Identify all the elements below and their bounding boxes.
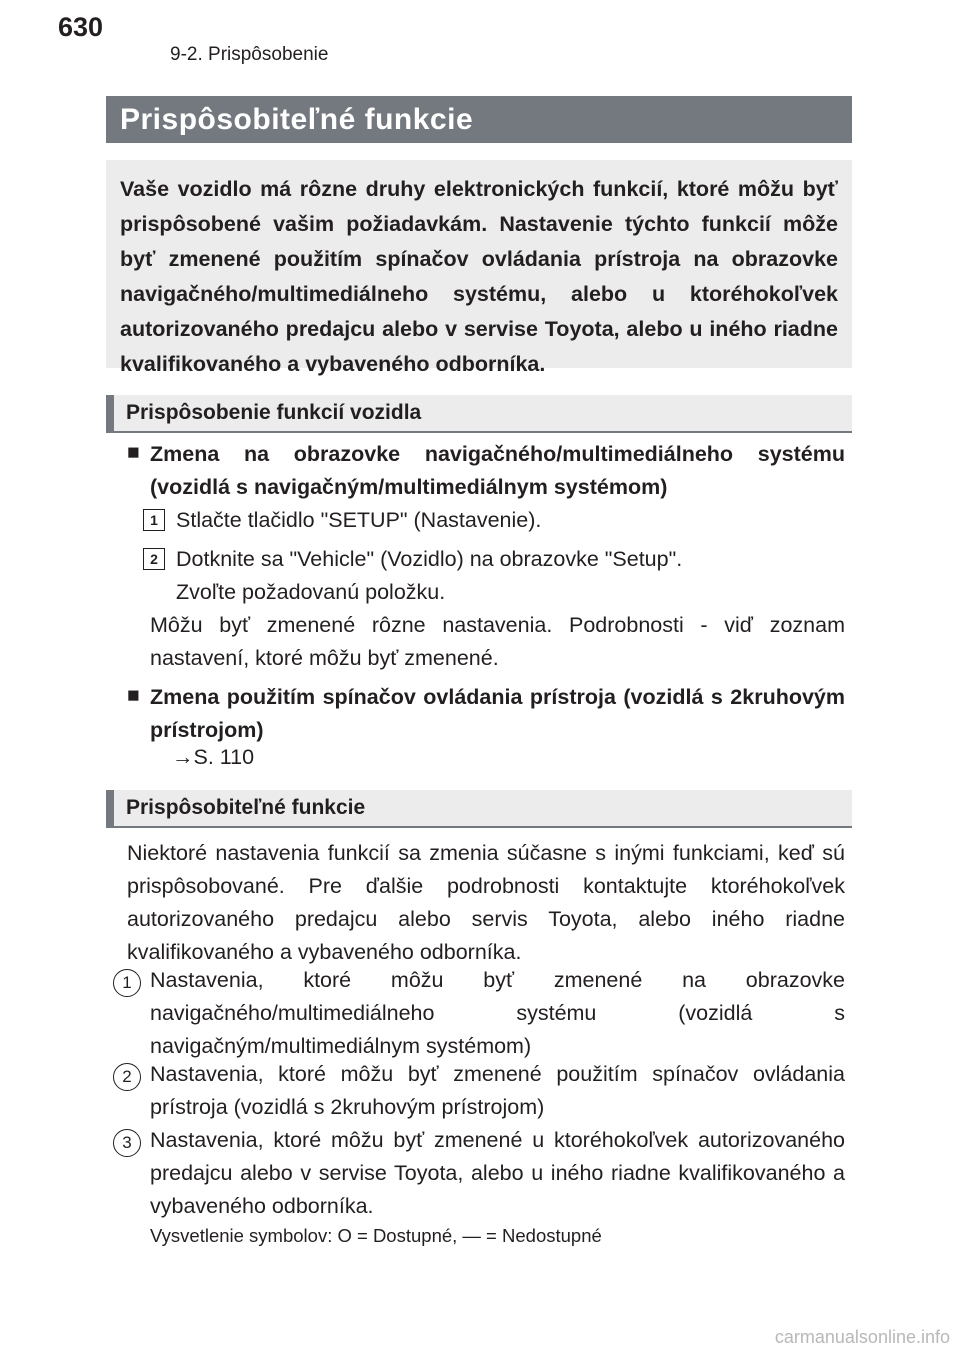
step-number-1: 1 (143, 509, 165, 531)
watermark: carmanualsonline.info (774, 1327, 950, 1347)
circle-number-3: 3 (113, 1129, 141, 1157)
page-reference-link[interactable]: →S. 110 (172, 745, 255, 769)
page-title: Prispôsobiteľné funkcie (106, 96, 852, 143)
symbol-legend: Vysvetlenie symbolov: O = Dostupné, — = Nedostupné (150, 1225, 602, 1246)
page-number: 630 (58, 12, 104, 42)
step-2-text-continued: Zvoľte požadovanú položku. (176, 580, 446, 604)
circle-number-2: 2 (113, 1063, 141, 1091)
section-reference: 9-2. Prispôsobenie (170, 44, 329, 65)
customization-paragraph: Niektoré nastavenia funkcií sa zmenia súčasne s inými funkciami, keď sú prispôsobované. Pre ďalšie podrobnosti kontaktujte ktoréhokoľvek autorizovaného predajcu alebo servis Toyota, alebo iného riadne kvalifikovaného a vybaveného odborníka. (127, 841, 845, 964)
step-1-text: Stlačte tlačidlo "SETUP" (Nastavenie). (176, 508, 542, 532)
legend-item-1: Nastavenia, ktoré môžu byť zmenené na obrazovke navigačného/multimediálneho systému (vozidlá s navigačným/multimediálnym systémom) (150, 968, 845, 1058)
settings-note: Môžu byť zmenené rôzne nastavenia. Podrobnosti - viď zoznam nastavení, ktoré môžu byť zmenené. (150, 613, 845, 670)
step-number-2: 2 (143, 548, 165, 570)
intro-box: Vaše vozidlo má rôzne druhy elektronických funkcií, ktoré môžu byť prispôsobené vašim požiadavkám. Nastavenie týchto funkcií môže byť zmenené použitím spínačov ovládania prístroja na obrazovke navigačného/multimediálneho systému, alebo u ktoréhokoľvek autorizovaného predajcu alebo v servise Toyota, alebo u iného riadne kvalifikovaného a vybaveného odborníka. (106, 160, 852, 368)
item-heading-meter-switches: Zmena použitím spínačov ovládania prístroja (vozidlá s 2kruhovým prístrojom) (150, 685, 845, 742)
bullet-square-icon: ■ (127, 684, 140, 707)
step-2-text: Dotknite sa "Vehicle" (Vozidlo) na obrazovke "Setup". (176, 547, 683, 571)
section-heading-vehicle-customization: Prispôsobenie funkcií vozidla (106, 395, 852, 433)
section-heading-customizable-features: Prispôsobiteľné funkcie (106, 790, 852, 828)
legend-item-3: Nastavenia, ktoré môžu byť zmenené u ktoréhokoľvek autorizovaného predajcu alebo v servise Toyota, alebo u iného riadne kvalifikovaného a vybaveného odborníka. (150, 1128, 845, 1218)
item-heading-navigation-screen: Zmena na obrazovke navigačného/multimediálneho systému (vozidlá s navigačným/multimediálnym systémom) (150, 442, 845, 499)
circle-number-1: 1 (113, 969, 141, 997)
bullet-square-icon: ■ (127, 441, 140, 464)
legend-item-2: Nastavenia, ktoré môžu byť zmenené použitím spínačov ovládania prístroja (vozidlá s 2kruhovým prístrojom) (150, 1062, 845, 1119)
